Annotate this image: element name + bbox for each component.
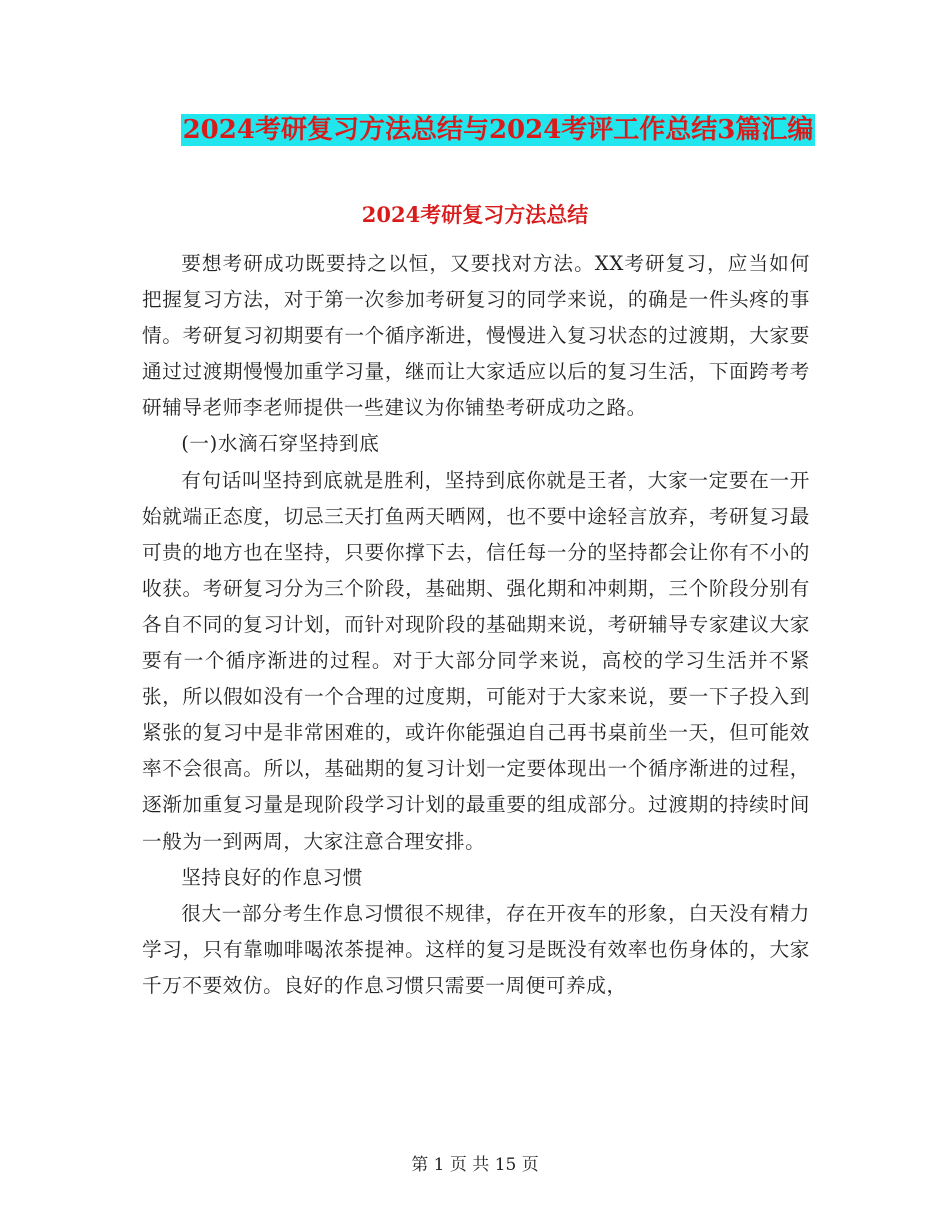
document-title-container bbox=[0, 114, 950, 146]
subheading-persistence: (一)水滴石穿坚持到底 bbox=[181, 432, 380, 456]
section-title: 2024考研复习方法总结 bbox=[361, 202, 589, 227]
page-number-footer: 第 1 页 共 15 页 bbox=[411, 1155, 539, 1175]
paragraph-intro: 要想考研成功既要持之以恒，又要找对方法。XX考研复习，应当如何把握复习方法，对于第一次参加考研复习的同学来说，的确是一件头疼的事情。考研复习初期要有一个循序渐进，慢慢进入复习状态的过渡期，大家要通过过渡期慢慢加重学习量，继而让大家适应以后的复习生活，下面跨考考研辅导老师李老师提供一些建议为你铺垫考研成功之路。 bbox=[142, 252, 810, 420]
paragraph-persistence: 有句话叫坚持到底就是胜利，坚持到底你就是王者，大家一定要在一开始就端正态度，切忌三天打鱼两天晒网，也不要中途轻言放弃，考研复习最可贵的地方也在坚持，只要你撑下去，信任每一分的坚持都会让你有不小的收获。考研复习分为三个阶段，基础期、强化期和冲刺期，三个阶段分别有各自不同的复习计划，而针对现阶段的基础期来说，考研辅导专家建议大家要有一个循序渐进的过程。对于大部分同学来说，高校的学习生活并不紧张，所以假如没有一个合理的过度期，可能对于大家来说，要一下子投入到紧张的复习中是非常困难的，或许你能强迫自己再书桌前坐一天，但可能效率不会很高。所以，基础期的复习计划一定要体现出一个循序渐进的过程，逐渐加重复习量是现阶段学习计划的最重要的组成部分。过渡期的持续时间一般为一到两周，大家注意合理安排。 bbox=[142, 468, 810, 853]
document-body bbox=[142, 246, 810, 1004]
subheading-routine: 坚持良好的作息习惯 bbox=[181, 865, 363, 889]
paragraph-routine: 很大一部分考生作息习惯很不规律，存在开夜车的形象，白天没有精力学习，只有靠咖啡喝浓茶提神。这样的复习是既没有效率也伤身体的，大家千万不要效仿。良好的作息习惯只需要一周便可养成， bbox=[142, 901, 810, 997]
document-title: 2024考研复习方法总结与2024考评工作总结3篇汇编 bbox=[182, 115, 814, 145]
